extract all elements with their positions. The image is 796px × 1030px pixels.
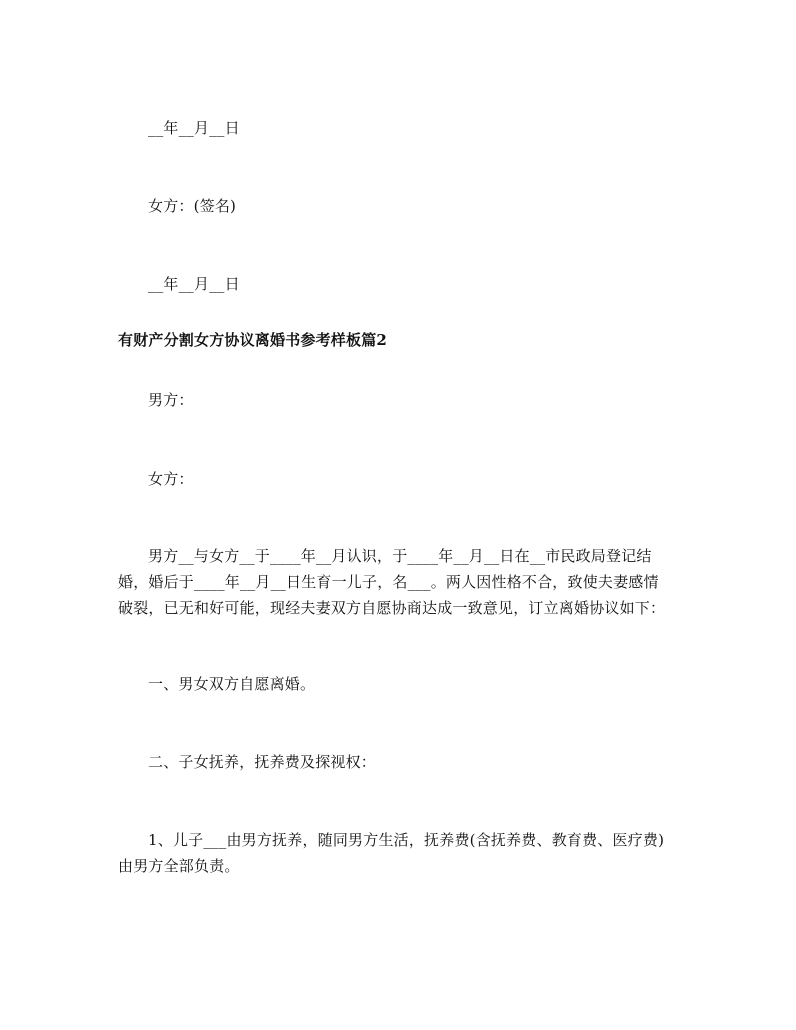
male-party-label: 男方：	[148, 391, 194, 409]
date-line: __年__月__日	[148, 275, 240, 293]
clause-1: 一、男女双方自愿离婚。	[148, 675, 316, 693]
clause-2-1-line: 由男方全部负责。	[118, 857, 240, 875]
intro-paragraph-line: 破裂，已无和好可能，现经夫妻双方自愿协商达成一致意见，订立离婚协议如下：	[118, 599, 666, 617]
intro-paragraph-line: 婚，婚后于____年__月__日生育一儿子，名___。两人因性格不合，致使夫妻感情	[118, 573, 659, 591]
female-signature-line: 女方：(签名)	[148, 197, 237, 215]
date-line: __年__月__日	[148, 119, 240, 137]
female-party-label: 女方：	[148, 470, 194, 488]
section-title: 有财产分割女方协议离婚书参考样板篇2	[118, 331, 388, 349]
intro-paragraph-line: 男方__与女方__于____年__月认识，于____年__月__日在__市民政局登记结	[148, 547, 652, 565]
clause-2-1-line: 1、儿子___由男方抚养，随同男方生活，抚养费(含抚养费、教育费、医疗费)	[148, 831, 665, 849]
clause-2: 二、子女抚养，抚养费及探视权：	[148, 753, 377, 771]
